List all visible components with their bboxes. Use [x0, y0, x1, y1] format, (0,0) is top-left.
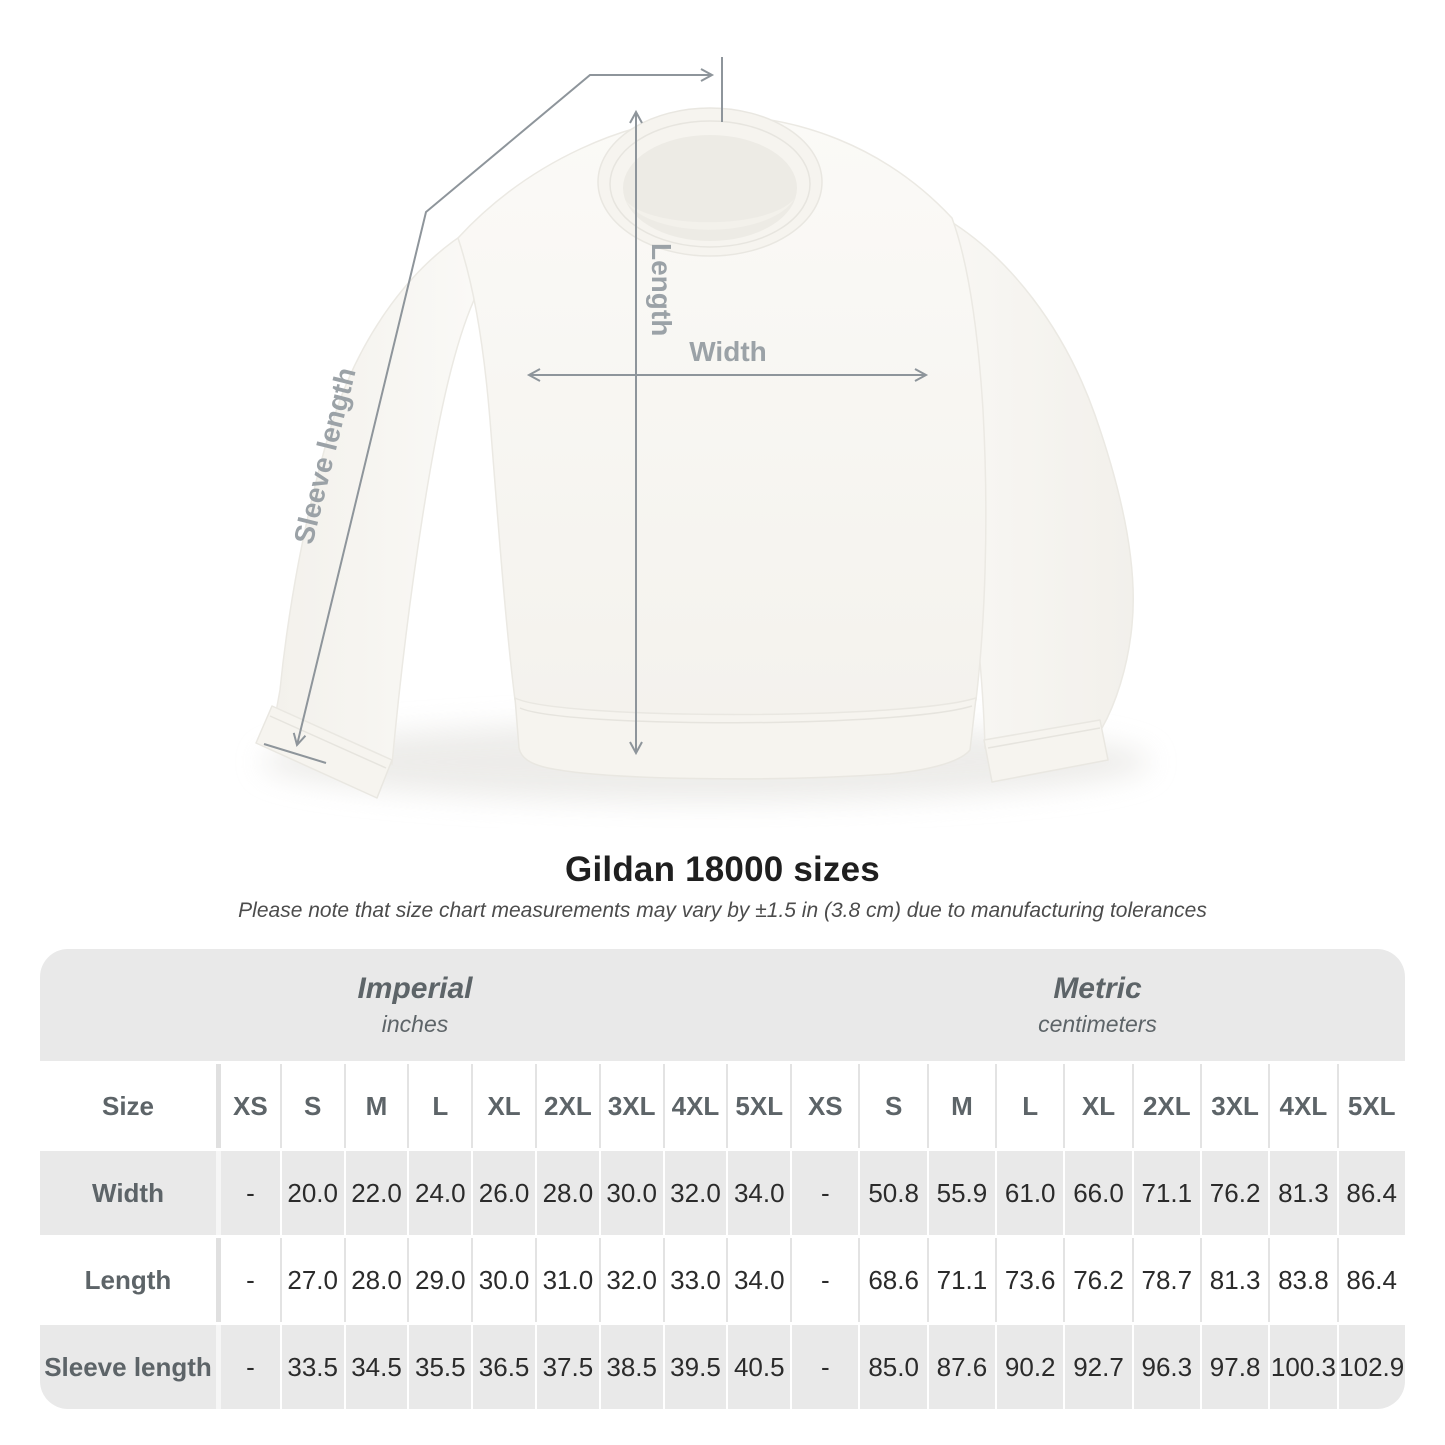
metric-value-cell: 86.4	[1337, 1238, 1405, 1322]
row-label: Width	[92, 1177, 164, 1208]
metric-value-cell: 81.3	[1268, 1151, 1336, 1235]
metric-value-cell: 71.1	[927, 1238, 995, 1322]
metric-value-cell: 96.3	[1132, 1325, 1200, 1409]
unit-band	[40, 949, 1405, 1061]
metric-value-cell: 68.6	[858, 1238, 926, 1322]
column-header-imperial-M: M	[344, 1064, 408, 1148]
imperial-value-cell: 24.0	[407, 1151, 471, 1235]
metric-value-cell: 78.7	[1132, 1238, 1200, 1322]
measurement-row	[40, 1151, 1405, 1235]
imperial-band	[40, 949, 790, 1061]
sleeve-length-label: Sleeve length	[287, 364, 362, 548]
metric-value-cell: 97.8	[1200, 1325, 1268, 1409]
page-title: Gildan 18000 sizes	[565, 850, 880, 889]
imperial-value-cell: 28.0	[535, 1151, 599, 1235]
metric-value-cell: 76.2	[1063, 1238, 1131, 1322]
imperial-value-cell: 35.5	[407, 1325, 471, 1409]
metric-unit: centimeters	[1038, 1010, 1157, 1037]
metric-value-cell: 87.6	[927, 1325, 995, 1409]
metric-value-cell: 71.1	[1132, 1151, 1200, 1235]
imperial-value-cell: 36.5	[471, 1325, 535, 1409]
imperial-value-cell: 39.5	[663, 1325, 727, 1409]
imperial-value-cell: 37.5	[535, 1325, 599, 1409]
metric-value-cell: 50.8	[858, 1151, 926, 1235]
metric-title: Metric	[1053, 972, 1142, 1006]
length-label: Length	[646, 243, 677, 337]
metric-value-cell: -	[790, 1238, 858, 1322]
imperial-value-cell: -	[216, 1325, 280, 1409]
metric-value-cell: -	[790, 1325, 858, 1409]
column-header-imperial-XL: XL	[471, 1064, 535, 1148]
size-table	[40, 949, 1405, 1409]
metric-band	[790, 949, 1405, 1061]
size-table-body	[40, 1064, 1405, 1409]
column-header-metric-XS: XS	[790, 1064, 858, 1148]
column-header-metric-4XL: 4XL	[1268, 1064, 1336, 1148]
imperial-title: Imperial	[357, 972, 473, 1006]
metric-value-cell: -	[790, 1151, 858, 1235]
row-label: Sleeve length	[44, 1351, 212, 1382]
column-header-metric-XL: XL	[1063, 1064, 1131, 1148]
metric-value-cell: 92.7	[1063, 1325, 1131, 1409]
imperial-value-cell: 30.0	[471, 1238, 535, 1322]
imperial-value-cell: 34.0	[726, 1151, 790, 1235]
imperial-value-cell: 32.0	[663, 1151, 727, 1235]
metric-value-cell: 102.9	[1337, 1325, 1405, 1409]
imperial-value-cell: 22.0	[344, 1151, 408, 1235]
column-header-metric-S: S	[858, 1064, 926, 1148]
imperial-value-cell: 28.0	[344, 1238, 408, 1322]
column-header-imperial-3XL: 3XL	[599, 1064, 663, 1148]
metric-value-cell: 81.3	[1200, 1238, 1268, 1322]
column-header-imperial-L: L	[407, 1064, 471, 1148]
metric-value-cell: 55.9	[927, 1151, 995, 1235]
column-header-imperial-2XL: 2XL	[535, 1064, 599, 1148]
measurement-row	[40, 1238, 1405, 1322]
metric-value-cell: 86.4	[1337, 1151, 1405, 1235]
imperial-value-cell: 34.5	[344, 1325, 408, 1409]
imperial-value-cell: 33.0	[663, 1238, 727, 1322]
metric-value-cell: 73.6	[995, 1238, 1063, 1322]
column-header-metric-M: M	[927, 1064, 995, 1148]
imperial-value-cell: 20.0	[280, 1151, 344, 1235]
metric-value-cell: 83.8	[1268, 1238, 1336, 1322]
metric-value-cell: 66.0	[1063, 1151, 1131, 1235]
metric-value-cell: 76.2	[1200, 1151, 1268, 1235]
column-header-imperial-S: S	[280, 1064, 344, 1148]
imperial-value-cell: 32.0	[599, 1238, 663, 1322]
column-header-metric-5XL: 5XL	[1337, 1064, 1405, 1148]
column-header-imperial-4XL: 4XL	[663, 1064, 727, 1148]
column-header-metric-2XL: 2XL	[1132, 1064, 1200, 1148]
metric-value-cell: 61.0	[995, 1151, 1063, 1235]
metric-value-cell: 90.2	[995, 1325, 1063, 1409]
metric-value-cell: 85.0	[858, 1325, 926, 1409]
column-header-imperial-5XL: 5XL	[726, 1064, 790, 1148]
imperial-unit: inches	[381, 1010, 449, 1037]
imperial-value-cell: 29.0	[407, 1238, 471, 1322]
imperial-value-cell: 34.0	[726, 1238, 790, 1322]
imperial-value-cell: 26.0	[471, 1151, 535, 1235]
imperial-value-cell: -	[216, 1238, 280, 1322]
imperial-value-cell: 38.5	[599, 1325, 663, 1409]
column-header-metric-3XL: 3XL	[1200, 1064, 1268, 1148]
imperial-value-cell: 33.5	[280, 1325, 344, 1409]
imperial-value-cell: -	[216, 1151, 280, 1235]
size-header: Size	[101, 1090, 155, 1121]
imperial-value-cell: 31.0	[535, 1238, 599, 1322]
sweatshirt-graphic	[256, 108, 1133, 798]
measurement-row	[40, 1325, 1405, 1409]
imperial-value-cell: 30.0	[599, 1151, 663, 1235]
column-header-imperial-XS: XS	[216, 1064, 280, 1148]
column-header-metric-L: L	[995, 1064, 1063, 1148]
width-label: Width	[689, 336, 767, 367]
imperial-value-cell: 40.5	[726, 1325, 790, 1409]
table-header-row	[40, 1064, 1405, 1148]
tolerance-note: Please note that size chart measurements may vary by ±1.5 in (3.8 cm) due to manufacturing tolerances	[238, 899, 1207, 922]
metric-value-cell: 100.3	[1268, 1325, 1336, 1409]
imperial-value-cell: 27.0	[280, 1238, 344, 1322]
row-label: Length	[84, 1264, 172, 1295]
